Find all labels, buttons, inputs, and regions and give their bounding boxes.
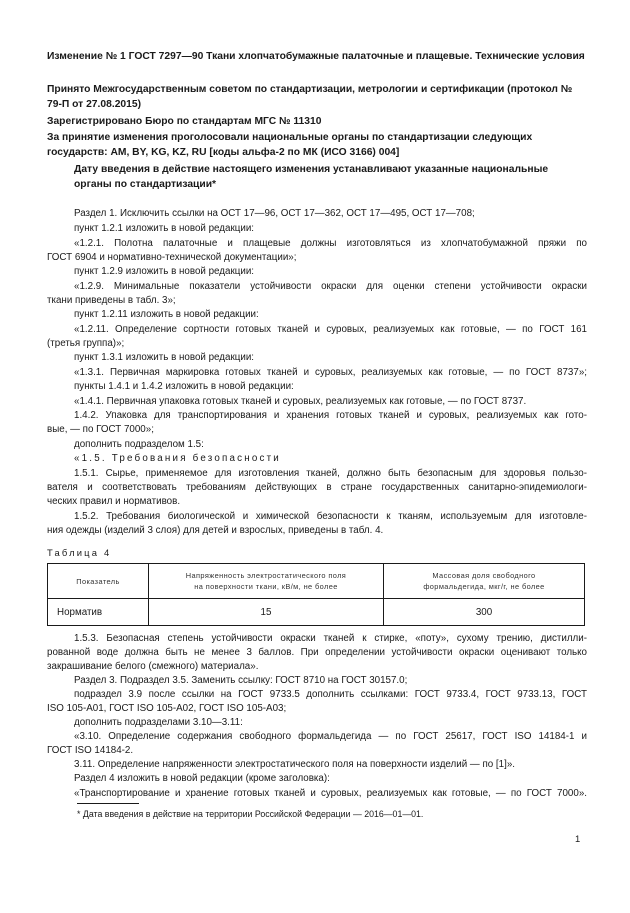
text-line: пункт 1.3.1 изложить в новой редакции: xyxy=(74,352,255,363)
footnote-divider xyxy=(77,803,139,804)
text-line: пункт 1.2.9 изложить в новой редакции: xyxy=(74,266,255,277)
text-line: рованной воде должна быть не менее 3 баллов. При определении устойчивости окраски оценивают только xyxy=(47,647,587,658)
text-line: ГОСТ 6904 и нормативно-технической документации»; xyxy=(47,252,297,263)
text-line: дополнить подразделами 3.10—3.11: xyxy=(74,717,243,728)
adoption-note: Принято Межгосударственным советом по стандартизации, метрологии и сертификации (протокол № 79-П от 27.08.2015) xyxy=(47,84,573,110)
text-line: пункты 1.4.1 и 1.4.2 изложить в новой редакции: xyxy=(74,381,294,392)
text-line: Раздел 3. Подраздел 3.5. Заменить ссылку: ГОСТ 8710 на ГОСТ 30157.0; xyxy=(74,675,408,686)
text-line: вые, — по ГОСТ 7000»; xyxy=(47,424,154,435)
header-line: Напряженность электростатического поля xyxy=(185,571,347,580)
text-line: 1.5.3. Безопасная степень устойчивости окраски тканей к стирке, «поту», сухому трению, дистилли- xyxy=(74,633,587,644)
text-line: ткани приведены в табл. 3»; xyxy=(47,295,176,306)
text-line: «1.2.1. Полотна палаточные и плащевые должны изготовляться из хлопчатобумажной пряжи по xyxy=(74,238,587,249)
header-line: Массовая доля свободного xyxy=(432,571,536,580)
effective-date-note: Дату введения в действие настоящего изменения устанавливают указанные национальные органы по стандартизации* xyxy=(74,164,549,190)
text-line: «Транспортирование и хранение готовых тканей и суровых, реализуемых как готовые, — по ГОСТ 7000». xyxy=(74,788,587,799)
text-line: «1.2.9. Минимальные показатели устойчивости окраски для оценки степени устойчивости окраски xyxy=(74,281,587,292)
text-line: 1.4.2. Упаковка для транспортирования и хранения готовых тканей и суровых, реализуемых как гото- xyxy=(74,410,587,421)
text-line: ческих правил и нормативов. xyxy=(47,496,181,507)
text-line: закрашивание белого (смежного) материала». xyxy=(47,661,259,672)
table-row xyxy=(48,599,585,626)
row-label: Норматив xyxy=(48,599,149,626)
text-line: «3.10. Определение содержания свободного формальдегида — по ГОСТ 25617, ГОСТ ISO 14184-1 и xyxy=(74,731,587,742)
header-line: на поверхности ткани, кВ/м, не более xyxy=(194,582,338,591)
voting-note: За принятие изменения проголосовали национальные органы по стандартизации следующих государств: AM, BY, KG, KZ, RU [коды альфа-2 по МК (ИСО 3166) 004] xyxy=(47,132,533,158)
page-number: 1 xyxy=(575,833,581,844)
text-line: пункт 1.2.1 изложить в новой редакции: xyxy=(74,223,255,234)
registration-note: Зарегистрировано Бюро по стандартам МГС № 11310 xyxy=(47,116,322,127)
header-cell-electrostatic xyxy=(149,564,384,599)
table-caption: Таблица 4 xyxy=(47,547,112,558)
text-line: вателя и соответствовать требованиям действующих в стране государственных санитарно-эпидемиологи- xyxy=(47,482,587,493)
text-line: ГОСТ ISO 14184-2. xyxy=(47,745,134,756)
header-line: формальдегида, мкг/г, не более xyxy=(423,582,545,591)
text-line: подраздел 3.9 после ссылки на ГОСТ 9733.5 дополнить ссылками: ГОСТ 9733.4, ГОСТ 9733.13, ГОСТ xyxy=(74,689,587,700)
value-cell-formaldehyde: 300 xyxy=(384,599,585,626)
table-4 xyxy=(47,563,585,626)
text-line: пункт 1.2.11 изложить в новой редакции: xyxy=(74,309,259,320)
footnote: * Дата введения в действие на территории Российской Федерации — 2016—01—01. xyxy=(77,809,424,819)
table-header-row xyxy=(48,564,585,599)
text-line: 1.5.2. Требования биологической и химической безопасности к тканям, используемым для изготовле- xyxy=(74,511,587,522)
text-line: Раздел 4 изложить в новой редакции (кроме заголовка): xyxy=(74,773,330,784)
header-cell-indicator: Показатель xyxy=(48,564,149,599)
section-heading-safety: «1.5. Требования безопасности xyxy=(74,453,281,464)
amendment-title: Изменение № 1 ГОСТ 7297—90 Ткани хлопчатобумажные палаточные и плащевые. Технические условия xyxy=(47,51,585,62)
text-line: «1.3.1. Первичная маркировка готовых тканей и суровых, реализуемых как готовые, — по ГОСТ 8737»; xyxy=(74,367,587,378)
text-line: (третья группа)»; xyxy=(47,338,125,349)
value-cell-electrostatic: 15 xyxy=(149,599,384,626)
text-line: 3.11. Определение напряженности электростатического поля на поверхности изделий — по [1]». xyxy=(74,759,515,770)
header-cell-formaldehyde xyxy=(384,564,585,599)
text-line: «1.4.1. Первичная упаковка готовых тканей и суровых, реализуемых как готовые, — по ГОСТ 8737. xyxy=(74,396,527,407)
text-line: ния одежды (изделий 3 слоя) для детей и взрослых, приведены в табл. 4. xyxy=(47,525,384,536)
text-line: дополнить подразделом 1.5: xyxy=(74,439,204,450)
text-line: Раздел 1. Исключить ссылки на ОСТ 17—96, ОСТ 17—362, ОСТ 17—495, ОСТ 17—708; xyxy=(74,208,475,219)
text-line: «1.2.11. Определение сортности готовых тканей и суровых, реализуемых как готовые, — по ГОСТ 161 xyxy=(74,324,587,335)
text-line: 1.5.1. Сырье, применяемое для изготовления тканей, должно быть безопасным для здоровья пользо- xyxy=(74,468,587,479)
text-line: ISO 105-A01, ГОСТ ISO 105-A02, ГОСТ ISO 105-A03; xyxy=(47,703,287,714)
